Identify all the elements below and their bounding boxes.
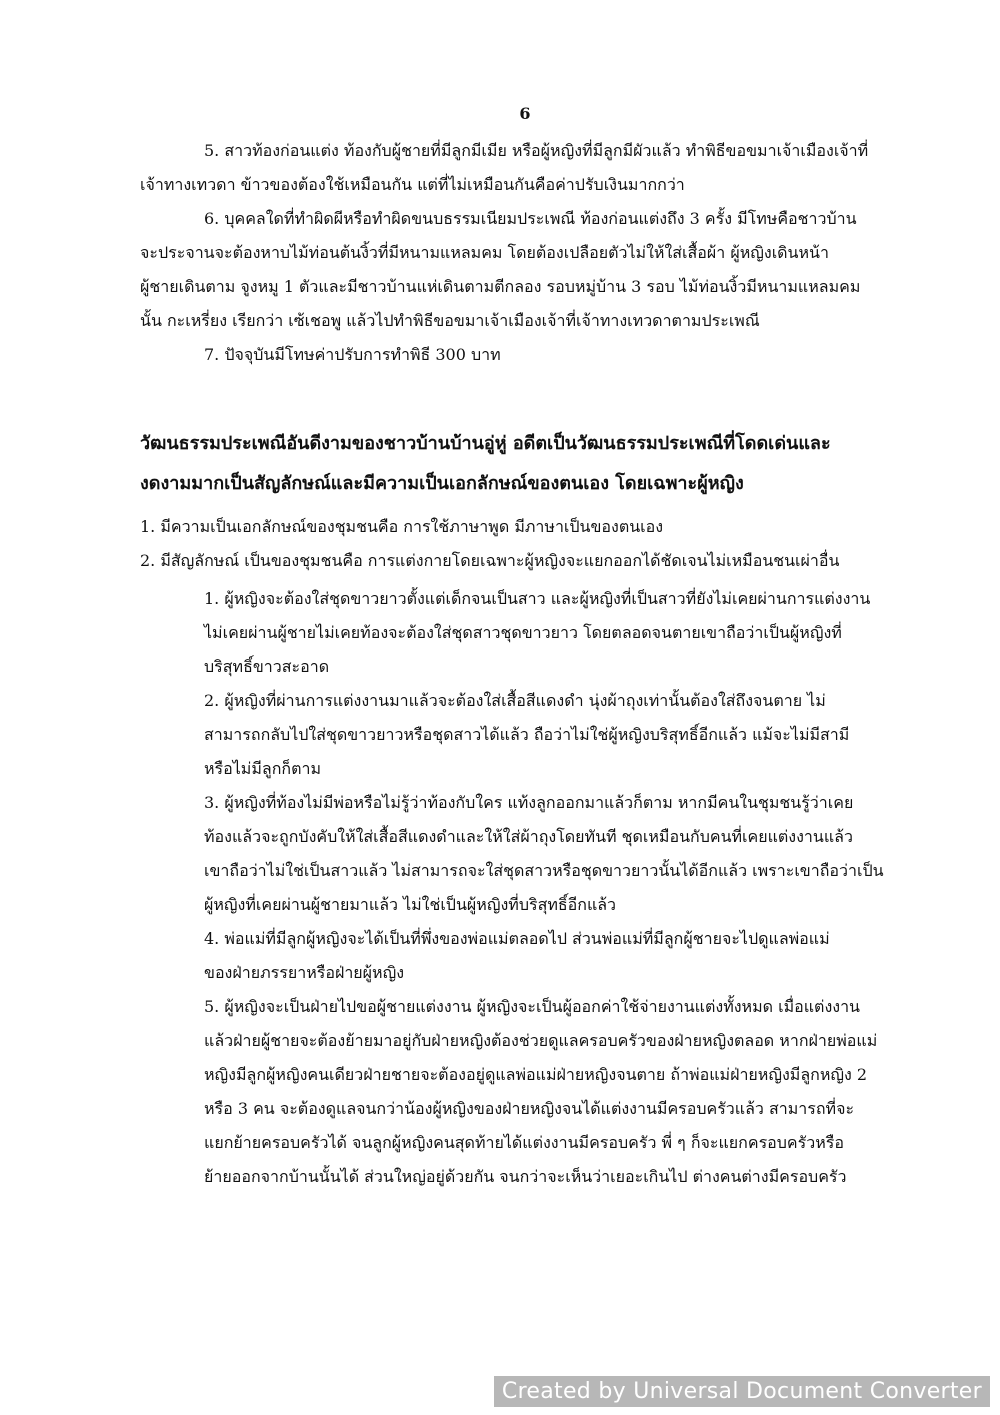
list-item: 7. ปัจจุบันมีโทษค่าปรับการทำพิธี 300 บาท [204, 345, 501, 364]
list-item: 1. มีความเป็นเอกลักษณ์ของชุมชนคือ การใช้ภาษาพูด มีภาษาเป็นของตนเอง [140, 517, 664, 536]
list-item-continuation: ย้ายออกจากบ้านนั้นได้ ส่วนใหญ่อยู่ด้วยกัน จนกว่าจะเห็นว่าเยอะเกินไป ต่างคนต่างมีครอบครัว [204, 1167, 847, 1186]
list-item-continuation: ของฝ่ายภรรยาหรือฝ่ายผู้หญิง [204, 963, 405, 982]
list-item-continuation: บริสุทธิ์ขาวสะอาด [204, 657, 330, 676]
customs-penalty-list [140, 134, 910, 372]
list-item-continuation: ผู้หญิงที่เคยผ่านผู้ชายมาแล้ว ไม่ใช่เป็นผู้หญิงที่บริสุทธิ์อีกแล้ว [204, 895, 617, 914]
list-item-continuation: เขาถือว่าไม่ใช่เป็นสาวแล้ว ไม่สามารถจะใส่ชุดสาวหรือชุดขาวยาวนั้นได้อีกแล้ว เพราะเขาถือว่าเป็น [204, 861, 884, 880]
list-item-continuation: หรือไม่มีลูกก็ตาม [204, 759, 321, 778]
list-item: 4. พ่อแม่ที่มีลูกผู้หญิงจะได้เป็นที่พึ่งของพ่อแม่ตลอดไป ส่วนพ่อแม่ที่มีลูกผู้ชายจะไปดูแลพ่อแม่ [204, 929, 830, 948]
list-item: 2. ผู้หญิงที่ผ่านการแต่งงานมาแล้วจะต้องใส่เสื้อสีแดงดำ นุ่งผ้าถุงเท่านั้นต้องใส่ถึงจนตาย ไม่ [204, 691, 826, 710]
list-item: 3. ผู้หญิงที่ท้องไม่มีพ่อหรือไม่รู้ว่าท้องกับใคร แท้งลูกออกมาแล้วก็ตาม หากมีคนในชุมชนรู้ว่าเคย [204, 793, 854, 812]
list-item-continuation: เจ้าทางเทวดา ข้าวของต้องใช้เหมือนกัน แต่ที่ไม่เหมือนกันคือค่าปรับเงินมากกว่า [140, 175, 685, 194]
list-item-continuation: หรือ 3 คน จะต้องดูแลจนกว่าน้องผู้หญิงของฝ่ายหญิงจนได้แต่งงานมีครอบครัวแล้ว สามารถที่จะ [204, 1099, 855, 1118]
list-item: 5. ผู้หญิงจะเป็นฝ่ายไปขอผู้ชายแต่งงาน ผู้หญิงจะเป็นผู้ออกค่าใช้จ่ายงานแต่งทั้งหมด เมื่อแต่งงาน [204, 997, 860, 1016]
list-item-continuation: แยกย้ายครอบครัวได้ จนลูกผู้หญิงคนสุดท้ายได้แต่งงานมีครอบครัว พี่ ๆ ก็จะแยกครอบครัวหรือ [204, 1133, 844, 1152]
converter-watermark: Created by Universal Document Converter [494, 1376, 990, 1407]
section-heading-line: วัฒนธรรมประเพณีอันดีงามของชาวบ้านบ้านอู่หู่ อดีตเป็นวัฒนธรรมประเพณีที่โดดเด่นและ [140, 433, 831, 454]
list-item-continuation: ท้องแล้วจะถูกบังคับให้ใส่เสื้อสีแดงดำและให้ใส่ผ้าถุงโดยทันที ชุดเหมือนกับคนที่เคยแต่งงานแล้ว [204, 827, 853, 846]
women-customs-list [204, 582, 914, 1194]
list-item: 2. มีสัญลักษณ์ เป็นของชุมชนคือ การแต่งกายโดยเฉพาะผู้หญิงจะแยกออกได้ชัดเจนไม่เหมือนชนเผ่าอื่น [140, 551, 840, 570]
identity-list [140, 510, 910, 578]
list-item-continuation: สามารถกลับไปใส่ชุดขาวยาวหรือชุดสาวได้แล้ว ถือว่าไม่ใช่ผู้หญิงบริสุทธิ์อีกแล้ว แม้จะไม่มีสามี [204, 725, 850, 744]
section-heading [140, 424, 920, 504]
list-item-continuation: นั้น กะเหรี่ยง เรียกว่า เซ้เชอพู แล้วไปทำพิธีขอขมาเจ้าเมืองเจ้าที่เจ้าทางเทวดาตามประเพณี [140, 311, 760, 330]
list-item: 1. ผู้หญิงจะต้องใส่ชุดขาวยาวตั้งแต่เด็กจนเป็นสาว และผู้หญิงที่เป็นสาวที่ยังไม่เคยผ่านการแต่งงาน [204, 589, 871, 608]
list-item: 6. บุคคลใดที่ทำผิดผีหรือทำผิดขนบธรรมเนียมประเพณี ท้องก่อนแต่งถึง 3 ครั้ง มีโทษคือชาวบ้าน [204, 209, 857, 228]
section-heading-line: งดงามมากเป็นสัญลักษณ์และมีความเป็นเอกลักษณ์ของตนเอง โดยเฉพาะผู้หญิง [140, 473, 744, 494]
list-item-continuation: หญิงมีลูกผู้หญิงคนเดียวฝ่ายชายจะต้องอยู่ดูแลพ่อแม่ฝ่ายหญิงจนตาย ถ้าพ่อแม่ฝ่ายหญิงมีลูกหญิง 2 [204, 1065, 868, 1084]
list-item-continuation: ผู้ชายเดินตาม จูงหมู 1 ตัวและมีชาวบ้านแห่เดินตามตีกลอง รอบหมู่บ้าน 3 รอบ ไม้ท่อนงิ้วมีหนามแหลมคม [140, 277, 861, 296]
list-item: 5. สาวท้องก่อนแต่ง ท้องกับผู้ชายที่มีลูกมีเมีย หรือผู้หญิงที่มีลูกมีผัวแล้ว ทำพิธีขอขมาเจ้าเมืองเจ้าที่ [204, 141, 869, 160]
list-item-continuation: แล้วฝ่ายผู้ชายจะต้องย้ายมาอยู่กับฝ่ายหญิงต้องช่วยดูแลครอบครัวของฝ่ายหญิงตลอด หากฝ่ายพ่อแม่ [204, 1031, 878, 1050]
list-item-continuation: จะประจานจะต้องหาบไม้ท่อนต้นงิ้วที่มีหนามแหลมคม โดยต้องเปลือยตัวไม่ให้ใส่เสื้อผ้า ผู้หญิงเดินหน้า [140, 243, 829, 262]
page-number: 6 [519, 104, 531, 123]
list-item-continuation: ไม่เคยผ่านผู้ชายไม่เคยท้องจะต้องใส่ชุดสาวชุดขาวยาว โดยตลอดจนตายเขาถือว่าเป็นผู้หญิงที่ [204, 623, 842, 642]
